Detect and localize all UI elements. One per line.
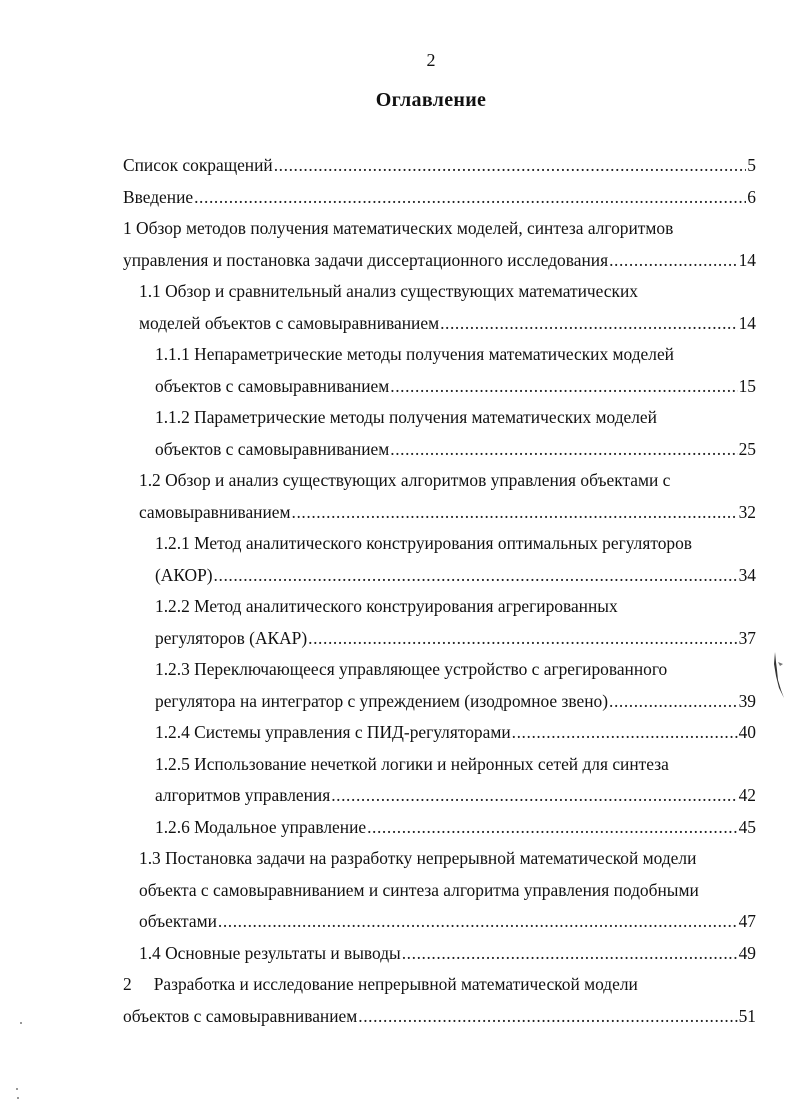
scan-artifact bbox=[765, 650, 787, 700]
toc-entry-text: 1.1 Обзор и сравнительный анализ существующих математических bbox=[139, 281, 638, 301]
dot-leader bbox=[440, 308, 738, 340]
toc-entry-line bbox=[155, 434, 756, 466]
toc-entry[interactable] bbox=[0, 182, 797, 214]
dot-leader bbox=[390, 371, 737, 403]
toc-page-number: 34 bbox=[738, 564, 756, 585]
toc-entry-line bbox=[123, 213, 756, 245]
toc-page-number: 49 bbox=[738, 942, 756, 963]
toc-entry[interactable] bbox=[0, 938, 797, 970]
scan-speck bbox=[20, 1022, 22, 1024]
toc-page-number: 51 bbox=[738, 1005, 756, 1026]
toc-entry-text: 1.2.4 Системы управления с ПИД-регуляторами bbox=[155, 722, 511, 742]
toc-entry-text: объектов с самовыравниванием bbox=[155, 375, 390, 396]
toc-entry-number: 2 bbox=[123, 974, 132, 994]
dot-leader bbox=[512, 717, 738, 749]
dot-leader bbox=[292, 497, 738, 529]
dot-leader bbox=[218, 906, 738, 938]
toc-entry-line bbox=[139, 465, 756, 497]
toc-entry[interactable] bbox=[0, 812, 797, 844]
toc-entry-text: 1.3 Постановка задачи на разработку непрерывной математической модели bbox=[139, 848, 697, 868]
toc-entry-text: 1 Обзор методов получения математических моделей, синтеза алгоритмов bbox=[123, 218, 674, 238]
dot-leader bbox=[609, 686, 738, 718]
toc-entry-line bbox=[155, 780, 756, 812]
dot-leader bbox=[274, 150, 747, 182]
dot-leader bbox=[402, 938, 738, 970]
toc-page-number: 45 bbox=[738, 816, 756, 837]
toc-entry-text: регулятора на интегратор с упреждением (изодромное звено) bbox=[155, 690, 608, 711]
toc-entry-text: регуляторов (АКАР) bbox=[155, 627, 308, 648]
toc-entry-text: моделей объектов с самовыравниванием bbox=[139, 312, 440, 333]
toc-entry-line bbox=[155, 371, 756, 403]
toc-entry-text: 1.2.2 Метод аналитического конструирования агрегированных bbox=[155, 596, 618, 616]
toc-entry[interactable] bbox=[0, 402, 797, 465]
toc-entry-line bbox=[155, 717, 756, 749]
toc-entry-line bbox=[139, 938, 756, 970]
toc-page-number: 40 bbox=[738, 722, 756, 742]
toc-entry-text: объектами bbox=[139, 911, 217, 931]
toc-entry-line bbox=[123, 245, 756, 277]
toc-entry-text: Разработка и исследование непрерывной математической модели bbox=[153, 974, 638, 994]
toc-page-number: 14 bbox=[738, 312, 756, 333]
toc-entry-text: самовыравниванием bbox=[139, 501, 291, 522]
toc-entry-text: управления и постановка задачи диссертационного исследования bbox=[123, 249, 609, 270]
toc-entry-text: Введение bbox=[123, 186, 194, 207]
toc-entry-line bbox=[123, 182, 756, 214]
dot-leader bbox=[331, 780, 737, 812]
toc-entry-line bbox=[155, 560, 756, 592]
toc-page-number: 42 bbox=[738, 785, 756, 805]
toc-entry-line bbox=[155, 812, 756, 844]
dot-leader bbox=[609, 245, 738, 277]
toc-entry-text: 1.1.1 Непараметрические методы получения математических моделей bbox=[155, 344, 674, 364]
toc-entry-line bbox=[123, 150, 756, 182]
toc-entry-line bbox=[155, 402, 756, 434]
table-of-contents bbox=[0, 150, 797, 1032]
toc-entry-text: 1.2.6 Модальное управление bbox=[155, 816, 367, 837]
page-title: Оглавление bbox=[375, 89, 487, 111]
toc-entry-line bbox=[123, 1001, 756, 1033]
toc-entry-line bbox=[155, 749, 756, 781]
toc-page-number: 25 bbox=[738, 438, 756, 459]
dot-leader bbox=[194, 182, 746, 214]
toc-entry[interactable] bbox=[0, 276, 797, 339]
toc-entry[interactable] bbox=[0, 654, 797, 717]
toc-entry-line bbox=[139, 875, 756, 907]
dot-leader bbox=[214, 560, 738, 592]
toc-entry-text: 1.2.3 Переключающееся управляющее устройство с агрегированного bbox=[155, 659, 668, 679]
toc-page-number: 5 bbox=[747, 155, 756, 175]
toc-entry-line bbox=[155, 686, 756, 718]
toc-page-number: 6 bbox=[747, 186, 756, 207]
toc-entry-line bbox=[139, 843, 756, 875]
toc-entry-text: Список сокращений bbox=[123, 155, 273, 175]
toc-entry[interactable] bbox=[0, 749, 797, 812]
toc-entry[interactable] bbox=[0, 150, 797, 182]
dot-leader bbox=[308, 623, 737, 655]
toc-entry[interactable] bbox=[0, 339, 797, 402]
toc-entry-line bbox=[155, 339, 756, 371]
toc-entry-text: объектов с самовыравниванием bbox=[155, 438, 390, 459]
toc-entry-line bbox=[139, 308, 756, 340]
toc-entry-text: 1.2.1 Метод аналитического конструирования оптимальных регуляторов bbox=[155, 533, 693, 553]
toc-entry-line bbox=[155, 623, 756, 655]
toc-entry-text: объектов с самовыравниванием bbox=[123, 1005, 358, 1026]
dot-leader bbox=[367, 812, 738, 844]
scan-speck bbox=[16, 1088, 18, 1090]
toc-page-number: 14 bbox=[738, 249, 756, 270]
toc-entry[interactable] bbox=[0, 969, 797, 1032]
toc-entry-text: алгоритмов управления bbox=[155, 785, 331, 805]
toc-entry-line bbox=[123, 969, 756, 1001]
toc-entry[interactable] bbox=[0, 465, 797, 528]
toc-entry-line bbox=[155, 528, 756, 560]
dot-leader bbox=[390, 434, 737, 466]
toc-entry-text: 1.2 Обзор и анализ существующих алгоритмов управления объектами с bbox=[139, 470, 671, 490]
toc-entry-line bbox=[139, 906, 756, 938]
toc-entry-line bbox=[155, 654, 756, 686]
toc-entry-text: 1.2.5 Использование нечеткой логики и нейронных сетей для синтеза bbox=[155, 753, 669, 774]
toc-entry-text: 1.1.2 Параметрические методы получения математических моделей bbox=[155, 407, 657, 427]
toc-entry-line bbox=[139, 497, 756, 529]
toc-entry-text: объекта с самовыравниванием и синтеза алгоритма управления подобными bbox=[139, 879, 699, 900]
toc-entry[interactable] bbox=[0, 717, 797, 749]
toc-page-number: 39 bbox=[738, 690, 756, 711]
toc-entry-line bbox=[139, 276, 756, 308]
toc-entry-text: 1.4 Основные результаты и выводы bbox=[139, 942, 401, 963]
toc-entry[interactable] bbox=[0, 528, 797, 591]
toc-entry[interactable] bbox=[0, 591, 797, 654]
toc-page-number: 15 bbox=[738, 375, 756, 396]
toc-page-number: 37 bbox=[738, 627, 756, 648]
toc-entry-line bbox=[155, 591, 756, 623]
page-number: 2 bbox=[426, 50, 436, 70]
toc-entry[interactable] bbox=[0, 213, 797, 276]
toc-entry-text: (АКОР) bbox=[155, 564, 213, 585]
scan-speck bbox=[17, 1097, 19, 1099]
toc-page-number: 32 bbox=[738, 501, 756, 522]
toc-page-number: 47 bbox=[738, 911, 756, 931]
dot-leader bbox=[358, 1001, 737, 1033]
toc-entry[interactable] bbox=[0, 843, 797, 938]
